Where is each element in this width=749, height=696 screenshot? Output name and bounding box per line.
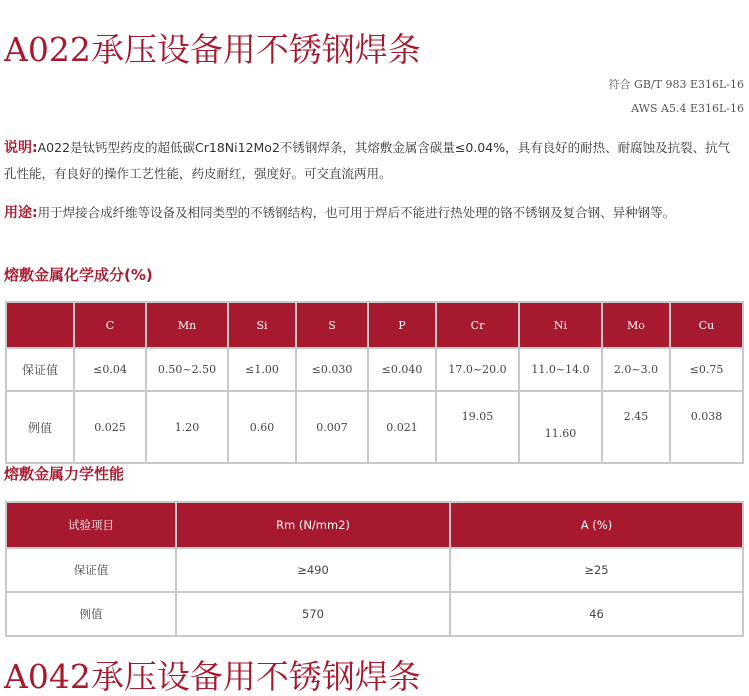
page-title: A022承压设备用不锈钢焊条 — [4, 30, 421, 69]
table-cell: ≤0.040 — [368, 348, 436, 391]
row-label: 保证值 — [6, 348, 74, 391]
usage-text: 用于焊接合成纤维等设备及相同类型的不锈钢结构，也可用于焊后不能进行热处理的铬不锈钢及复合钢、异种钢等。 — [37, 205, 676, 220]
row-label: 例值 — [6, 391, 74, 463]
table-row — [6, 548, 743, 592]
usage-label: 用途: — [4, 205, 38, 221]
chem-header-cell: Cu — [670, 302, 743, 348]
table-cell: 0.025 — [74, 391, 146, 463]
table-row — [6, 592, 743, 636]
mech-table — [5, 501, 744, 637]
chem-header-cell: P — [368, 302, 436, 348]
table-cell: 11.60 — [519, 391, 602, 463]
chem-header-row — [6, 302, 743, 348]
chem-header-cell: Mo — [602, 302, 670, 348]
table-cell: ≥25 — [450, 548, 743, 592]
table-cell: 0.007 — [296, 391, 368, 463]
chem-header-cell: Ni — [519, 302, 602, 348]
description-label: 说明: — [4, 140, 38, 156]
table-cell: 0.021 — [368, 391, 436, 463]
mech-header-cell: Rm (N/mm2) — [176, 502, 450, 548]
table-cell: 2.0~3.0 — [602, 348, 670, 391]
next-product-title: A042承压设备用不锈钢焊条 — [4, 657, 421, 696]
description-text: A022是钛钙型药皮的超低碳Cr18Ni12Mo2不锈钢焊条，其熔敷金属含碳量≤0.04%，具有良好的耐热、耐腐蚀及抗裂、抗气孔性能，有良好的操作工艺性能，药皮耐红，强度好。可交直流两用。 — [4, 140, 731, 181]
mech-header-cell: 试验项目 — [6, 502, 176, 548]
table-cell: 0.038 — [670, 391, 743, 463]
chem-section-title: 熔敷金属化学成分(%) — [4, 266, 153, 284]
table-cell: 46 — [450, 592, 743, 636]
chem-header-cell: S — [296, 302, 368, 348]
table-cell: ≤0.04 — [74, 348, 146, 391]
chem-header-cell: C — [74, 302, 146, 348]
chem-header-cell: Cr — [436, 302, 519, 348]
chem-header-cell: Si — [228, 302, 296, 348]
table-cell: 0.50~2.50 — [146, 348, 228, 391]
mech-header-cell: A (%) — [450, 502, 743, 548]
table-cell: 19.05 — [436, 391, 519, 463]
usage-paragraph — [4, 200, 739, 226]
chem-header-cell — [6, 302, 74, 348]
table-cell: ≥490 — [176, 548, 450, 592]
mech-section-title: 熔敷金属力学性能 — [4, 465, 125, 483]
table-cell: ≤1.00 — [228, 348, 296, 391]
table-cell: 0.60 — [228, 391, 296, 463]
row-label: 例值 — [6, 592, 176, 636]
table-cell: 2.45 — [602, 391, 670, 463]
table-row — [6, 348, 743, 391]
table-cell: ≤0.030 — [296, 348, 368, 391]
description-paragraph — [4, 135, 739, 186]
table-cell: 11.0~14.0 — [519, 348, 602, 391]
standard-aws: AWS A5.4 E316L-16 — [631, 102, 744, 115]
table-cell: 570 — [176, 592, 450, 636]
mech-header-row — [6, 502, 743, 548]
chem-table — [5, 301, 744, 464]
table-row — [6, 391, 743, 463]
table-cell: 17.0~20.0 — [436, 348, 519, 391]
table-cell: 1.20 — [146, 391, 228, 463]
table-cell: ≤0.75 — [670, 348, 743, 391]
standard-gb: 符合 GB/T 983 E316L-16 — [608, 78, 744, 91]
chem-header-cell: Mn — [146, 302, 228, 348]
row-label: 保证值 — [6, 548, 176, 592]
